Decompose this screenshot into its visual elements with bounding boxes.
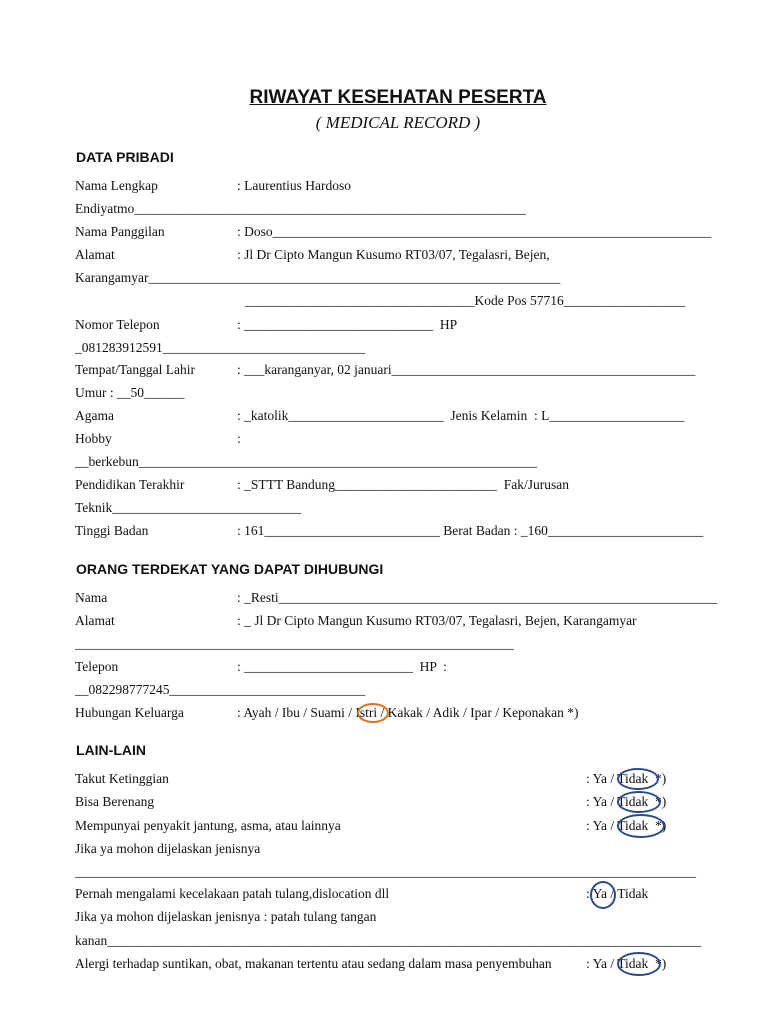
value-pendidikan: : _STTT Bandung________________________ Fak/Jurusan: [237, 477, 569, 492]
selected-tidak-circle: [617, 952, 661, 976]
value-kontak-alamat-cont: _________________________________________________________________: [75, 636, 514, 651]
question-patah-tulang: Pernah mengalami kecelakaan patah tulang,dislocation dll: [75, 886, 390, 901]
label-agama: Agama: [75, 408, 114, 423]
answer-bisa-berenang: : Ya / Tidak *): [586, 794, 667, 809]
value-hubungan-keluarga: : Ayah / Ibu / Suami / Istri / Kakak / Adik / Ipar / Keponakan *): [237, 705, 579, 720]
label-tempat-tanggal-lahir: Tempat/Tanggal Lahir: [75, 362, 195, 377]
selected-ya-circle: [590, 881, 616, 909]
label-nama-lengkap: Nama Lengkap: [75, 178, 158, 193]
label-kontak-alamat: Alamat: [75, 613, 115, 628]
document-subtitle: ( MEDICAL RECORD ): [315, 113, 481, 132]
label-tinggi-badan: Tinggi Badan: [75, 523, 149, 538]
question-alergi: Alergi terhadap suntikan, obat, makanan tertentu atau sedang dalam masa penyembuhan: [75, 956, 552, 971]
selected-tidak-circle: [617, 814, 665, 838]
value-nomor-telepon: : ____________________________ HP: [237, 317, 458, 332]
answer-penyakit: : Ya / Tidak *): [586, 818, 667, 833]
label-kontak-telepon: Telepon: [75, 659, 119, 674]
line-penyakit: ____________________________________________________________________________________________: [75, 864, 696, 879]
value-kontak-alamat: : _ Jl Dr Cipto Mangun Kusumo RT03/07, Tegalasri, Bejen, Karangamyar: [237, 613, 637, 628]
section-heading-data-pribadi: DATA PRIBADI: [76, 149, 174, 165]
selected-tidak-circle: [617, 791, 661, 813]
label-kontak-nama: Nama: [75, 590, 108, 605]
value-alamat-cont: Karangamyar_____________________________________________________________: [75, 270, 561, 285]
document-title: RIWAYAT KESEHATAN PESERTA: [249, 87, 547, 108]
answer-takut-ketinggian: : Ya / Tidak *): [586, 771, 667, 786]
note-penyakit: Jika ya mohon dijelaskan jenisnya: [75, 841, 261, 856]
question-penyakit: Mempunyai penyakit jantung, asma, atau lainnya: [75, 818, 341, 833]
value-umur: Umur : __50______: [75, 385, 185, 400]
note-patah-tulang: Jika ya mohon dijelaskan jenisnya : patah tulang tangan: [75, 909, 377, 924]
value-hobby-colon: :: [237, 431, 241, 446]
value-kontak-nama: : _Resti_________________________________________________________________: [237, 590, 718, 605]
label-nama-panggilan: Nama Panggilan: [75, 224, 165, 239]
value-nama-lengkap: : Laurentius Hardoso: [237, 178, 351, 193]
value-tinggi-berat-badan: : 161__________________________ Berat Badan : _160_______________________: [237, 523, 704, 538]
value-nama-panggilan: : Doso_________________________________________________________________: [237, 224, 712, 239]
section-heading-orang-terdekat: ORANG TERDEKAT YANG DAPAT DIHUBUNGI: [76, 561, 384, 577]
value-tempat-tanggal-lahir: : ___karanganyar, 02 januari_____________________________________________: [237, 362, 696, 377]
value-patah-tulang-cont: kanan________________________________________________________________________________________: [75, 933, 702, 948]
value-hp: _081283912591______________________________: [75, 340, 366, 355]
answer-patah-tulang: : Ya / Tidak: [586, 886, 649, 901]
value-nama-lengkap-cont: Endiyatmo__________________________________________________________: [75, 201, 526, 216]
label-hubungan-keluarga: Hubungan Keluarga: [75, 705, 184, 720]
label-alamat: Alamat: [75, 247, 115, 262]
section-heading-lain-lain: LAIN-LAIN: [76, 742, 146, 758]
label-nomor-telepon: Nomor Telepon: [75, 317, 160, 332]
label-hobby: Hobby: [75, 431, 112, 446]
label-pendidikan: Pendidikan Terakhir: [75, 477, 185, 492]
value-alamat: : Jl Dr Cipto Mangun Kusumo RT03/07, Tegalasri, Bejen,: [237, 247, 550, 262]
value-kontak-hp: __082298777245_____________________________: [75, 682, 366, 697]
question-bisa-berenang: Bisa Berenang: [75, 794, 155, 809]
selected-tidak-circle: [617, 768, 659, 790]
value-hobby: __berkebun___________________________________________________________: [75, 454, 537, 469]
answer-alergi: : Ya / Tidak *): [586, 956, 667, 971]
value-jurusan: Teknik____________________________: [75, 500, 302, 515]
question-takut-ketinggian: Takut Ketinggian: [75, 771, 169, 786]
value-kontak-telepon: : _________________________ HP :: [237, 659, 447, 674]
value-agama-jenis-kelamin: : _katolik_______________________ Jenis Kelamin : L____________________: [237, 408, 685, 423]
value-alamat-kodepos: __________________________________Kode Pos 57716__________________: [245, 293, 686, 308]
selected-istri-circle: [357, 703, 389, 723]
